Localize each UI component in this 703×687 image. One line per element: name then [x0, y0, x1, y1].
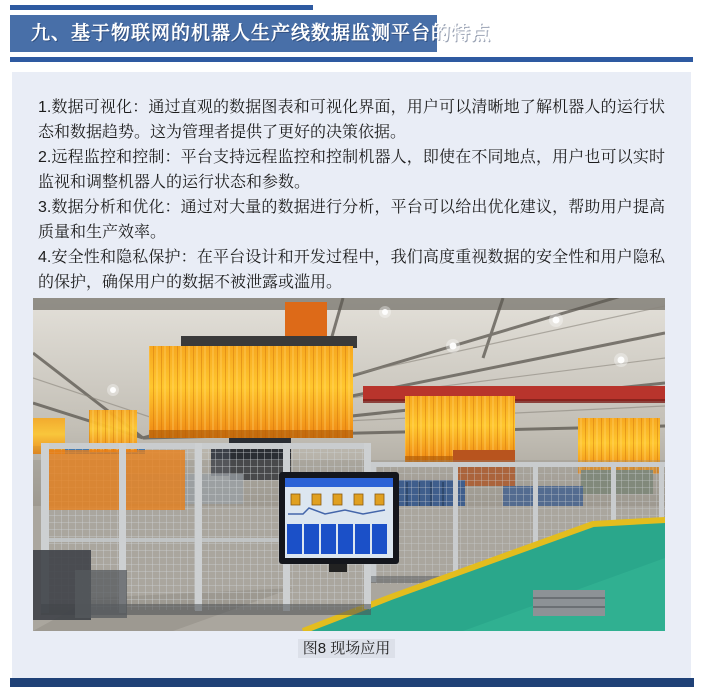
figure-caption: 图8 现场应用 — [12, 637, 686, 658]
factory-photo — [33, 298, 665, 631]
feature-paragraph-2: 2.远程监控和控制：平台支持远程监控和控制机器人，即使在不同地点，用户也可以实时监视和调整机器人的运行状态和参数。 — [38, 149, 665, 191]
figure-block — [33, 298, 665, 658]
content-panel — [12, 72, 691, 678]
page-title: 九、基于物联网的机器人生产线数据监测平台的特点 — [31, 23, 492, 44]
top-accent-bar — [10, 5, 313, 10]
footer-accent-bar — [10, 678, 694, 687]
feature-paragraph-3: 3.数据分析和优化：通过对大量的数据进行分析，平台可以给出优化建议，帮助用户提高质量和生产效率。 — [38, 199, 665, 241]
page-title-box — [10, 15, 492, 52]
feature-paragraph-4: 4.安全性和隐私保护：在平台设计和开发过程中，我们高度重视数据的安全性和用户隐私的保护，确保用户的数据不被泄露或滥用。 — [38, 249, 665, 291]
header-divider — [10, 57, 693, 62]
feature-paragraph-1: 1.数据可视化：通过直观的数据图表和可视化界面，用户可以清晰地了解机器人的运行状态和数据趋势。这为管理者提供了更好的决策依据。 — [38, 99, 665, 141]
feature-list — [38, 95, 665, 295]
